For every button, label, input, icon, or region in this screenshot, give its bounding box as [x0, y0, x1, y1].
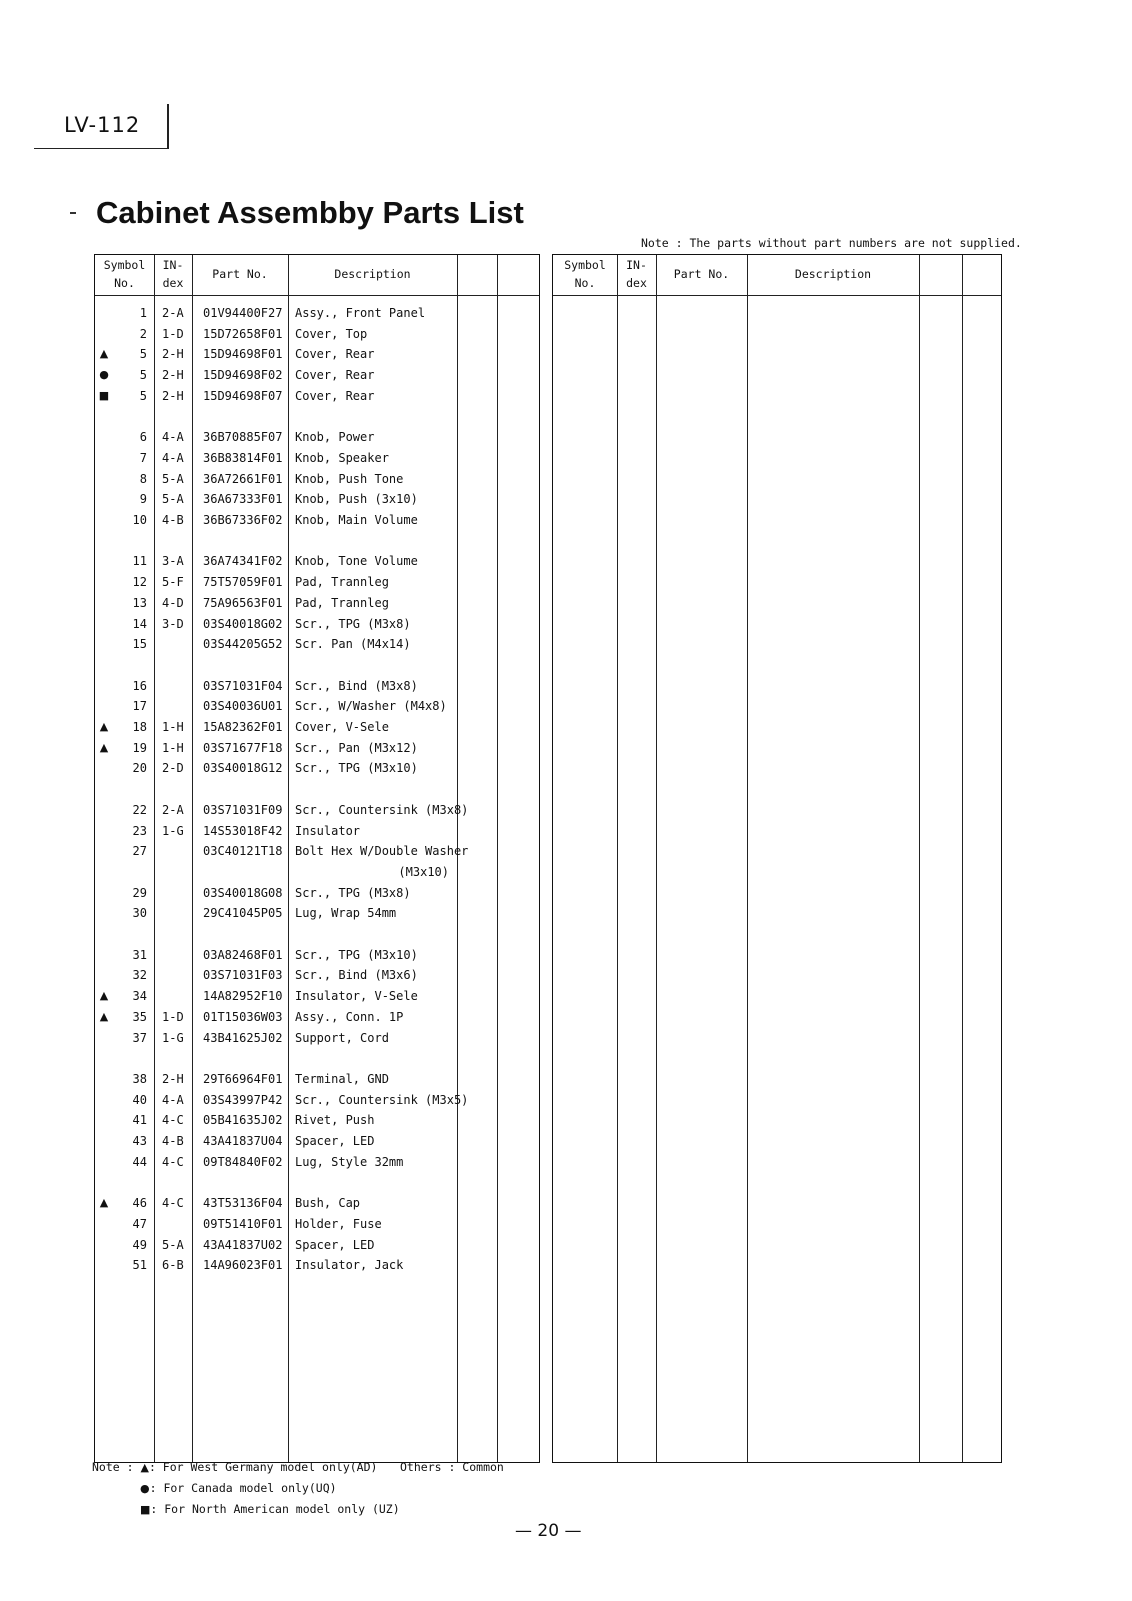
part-description: Cover, Rear [295, 368, 375, 383]
part-description: Scr., Bind (M3x8) [295, 678, 418, 693]
row-number: 47 [132, 1216, 147, 1231]
row-index: 2-H [162, 368, 184, 383]
row-number: 16 [132, 678, 147, 693]
model-number: LV-112 [64, 113, 141, 137]
part-description: Insulator, V-Sele [295, 989, 418, 1004]
symbol-mark: ▲ [99, 1009, 109, 1023]
table-row [95, 1152, 539, 1172]
part-description: Terminal, GND [295, 1071, 389, 1086]
row-index: 2-H [162, 388, 184, 403]
table-row [95, 365, 539, 385]
row-number: 5 [139, 347, 147, 362]
table-row [95, 1131, 539, 1151]
part-number: 36A74341F02 [203, 554, 283, 569]
part-number: 03A82468F01 [203, 947, 283, 962]
row-index: 6-B [162, 1258, 184, 1273]
row-number: 13 [132, 595, 147, 610]
part-number: 09T84840F02 [203, 1154, 283, 1169]
row-index: 2-A [162, 802, 184, 817]
part-number: 14A82952F10 [203, 989, 283, 1004]
part-description: Scr. Pan (M4x14) [295, 637, 411, 652]
row-number: 35 [132, 1009, 147, 1024]
header-divider [553, 295, 1001, 296]
part-description: Knob, Main Volume [295, 513, 418, 527]
part-number: 03S71677F18 [203, 740, 283, 755]
row-number: 41 [132, 1113, 147, 1128]
row-number: 40 [132, 1092, 147, 1107]
column-header-part-no: Part No. [673, 267, 730, 281]
part-description: Support, Cord [295, 1030, 389, 1045]
column-header-description: Description [334, 267, 411, 281]
part-number: 03C40121T18 [203, 844, 283, 859]
row-number: 20 [132, 761, 147, 776]
legend-others: Others : Common [400, 1460, 504, 1474]
column-divider [747, 255, 748, 1462]
row-index: 4-B [162, 513, 184, 527]
part-description: Knob, Push Tone [295, 471, 404, 486]
part-description: Scr., Countersink (M3x5) [295, 1092, 469, 1107]
table-row [95, 945, 539, 965]
part-description: Insulator, Jack [295, 1258, 404, 1273]
page-title: Cabinet Assembby Parts List [96, 195, 524, 230]
column-header-index: IN- dex [626, 258, 647, 290]
part-number: 03S40018G12 [203, 761, 283, 776]
row-index: 4-C [162, 1196, 184, 1211]
part-description: Scr., Bind (M3x6) [295, 968, 418, 983]
row-number: 1 [139, 306, 147, 320]
row-number: 17 [132, 699, 147, 714]
part-number: 36A67333F01 [203, 492, 283, 507]
table-row [95, 903, 539, 923]
row-number: 44 [132, 1154, 147, 1169]
part-number: 03S44205G52 [203, 637, 283, 652]
table-row [95, 344, 539, 364]
table-row [95, 1028, 539, 1048]
part-number: 43B41625J02 [203, 1030, 283, 1045]
part-description: Scr., TPG (M3x10) [295, 761, 418, 776]
row-index: 2-H [162, 1071, 184, 1086]
table-row [95, 1090, 539, 1110]
part-description: Spacer, LED [295, 1134, 375, 1148]
row-index: 5-A [162, 1237, 184, 1252]
column-divider [962, 255, 963, 1462]
symbol-mark: ▲ [99, 720, 109, 733]
row-index: 4-D [162, 595, 184, 610]
table-row [95, 1255, 539, 1275]
row-number: 34 [132, 989, 147, 1004]
table-row [95, 883, 539, 903]
part-description: Rivet, Push [295, 1113, 375, 1128]
table-row [95, 758, 539, 778]
part-description: Bolt Hex W/Double Washer [295, 844, 469, 859]
part-description: Scr., Countersink (M3x8) [295, 802, 469, 817]
table-row [95, 324, 539, 344]
part-description: Scr., W/Washer (M4x8) [295, 699, 447, 714]
table-row [95, 427, 539, 447]
part-number: 75T57059F01 [203, 575, 283, 590]
part-number: 01T15036W03 [203, 1009, 283, 1024]
part-description: Bush, Cap [295, 1196, 361, 1211]
header-divider [95, 295, 539, 296]
row-index: 5-A [162, 471, 184, 486]
legend [92, 1457, 504, 1520]
part-description: Pad, Trannleg [295, 575, 389, 590]
row-index: 1-G [162, 823, 184, 838]
part-description: Pad, Trannleg [295, 595, 389, 610]
part-number: 29C41045P05 [203, 906, 283, 921]
part-description: Insulator [295, 823, 361, 838]
part-number: 03S71031F03 [203, 968, 283, 983]
row-index: 5-A [162, 492, 184, 507]
part-description: Cover, Rear [295, 347, 375, 362]
row-number: 11 [132, 554, 147, 569]
row-index: 1-H [162, 740, 184, 755]
part-number: 09T51410F01 [203, 1216, 283, 1231]
table-row [95, 448, 539, 468]
row-index: 1-D [162, 1009, 184, 1024]
column-header-index: IN- dex [162, 258, 184, 290]
part-number: 05B41635J02 [203, 1113, 283, 1128]
part-number: 36B70885F07 [203, 430, 283, 445]
part-description: Lug, Style 32mm [295, 1154, 404, 1169]
row-number: 27 [132, 844, 147, 859]
row-number: 37 [132, 1030, 147, 1045]
row-number: 2 [139, 326, 147, 341]
part-description: Knob, Speaker [295, 450, 389, 465]
table-row [95, 696, 539, 716]
table-row [95, 489, 539, 509]
triangle-icon: ▲ [140, 1461, 149, 1474]
row-number: 49 [132, 1237, 147, 1252]
parts-table-left [94, 254, 540, 1463]
row-index: 4-A [162, 430, 184, 445]
part-number: 15D94698F01 [203, 347, 283, 362]
column-divider [617, 255, 618, 1462]
part-description: Knob, Tone Volume [295, 554, 418, 569]
model-box-vertical-rule [167, 104, 169, 149]
table-row [95, 986, 539, 1006]
table-row [95, 386, 539, 406]
row-number: 30 [132, 906, 147, 921]
row-index: 1-H [162, 720, 184, 734]
table-row [95, 676, 539, 696]
part-number: 36B83814F01 [203, 450, 283, 465]
table-row [95, 841, 539, 861]
row-index: 2-D [162, 761, 184, 776]
part-description: Scr., TPG (M3x8) [295, 885, 411, 900]
part-description: Knob, Power [295, 430, 375, 445]
part-number: 15D94698F02 [203, 368, 283, 383]
table-row [95, 717, 539, 737]
part-number: 15D94698F07 [203, 388, 283, 403]
table-row [95, 1110, 539, 1130]
part-number: 43A41837U02 [203, 1237, 283, 1252]
part-number: 36A72661F01 [203, 471, 283, 486]
row-index: 3-D [162, 616, 184, 631]
part-number: 14A96023F01 [203, 1258, 283, 1273]
part-description: Scr., TPG (M3x8) [295, 616, 411, 631]
part-description: Cover, Rear [295, 388, 375, 403]
square-icon: ■ [140, 1503, 151, 1516]
table-row [95, 965, 539, 985]
circle-icon: ● [140, 1482, 150, 1495]
column-header-part-no: Part No. [212, 267, 268, 281]
symbol-mark: ▲ [99, 1196, 109, 1210]
column-header-description: Description [794, 267, 872, 281]
column-divider [656, 255, 657, 1462]
part-number: 01V94400F27 [203, 306, 283, 320]
part-number: 15A82362F01 [203, 720, 283, 734]
part-description: Scr., Pan (M3x12) [295, 740, 418, 755]
symbol-mark: ▲ [99, 740, 109, 754]
table-row [95, 551, 539, 571]
row-number: 18 [132, 720, 147, 734]
part-description: Assy., Front Panel [295, 306, 426, 320]
symbol-mark: ■ [98, 388, 110, 402]
row-number: 10 [132, 513, 147, 527]
row-index: 1-G [162, 1030, 184, 1045]
row-index: 4-C [162, 1113, 184, 1128]
row-index: 4-A [162, 1092, 184, 1107]
row-index: 4-B [162, 1134, 184, 1148]
title-dash [70, 212, 76, 214]
part-number: 43T53136F04 [203, 1196, 283, 1211]
part-description: Spacer, LED [295, 1237, 375, 1252]
column-divider [919, 255, 920, 1462]
table-row [95, 303, 539, 323]
part-number: 03S71031F04 [203, 678, 283, 693]
table-row [95, 1214, 539, 1234]
part-description: Holder, Fuse [295, 1216, 382, 1231]
table-row-continuation [95, 862, 539, 882]
parts-table-right [552, 254, 1002, 1463]
part-description: Cover, V-Sele [295, 720, 389, 734]
legend-item: : For North American model only (UZ) [150, 1502, 400, 1516]
part-description: Knob, Push (3x10) [295, 492, 418, 507]
part-number: 03S40018G08 [203, 885, 283, 900]
row-index: 4-A [162, 450, 184, 465]
table-row [95, 1069, 539, 1089]
row-number: 5 [139, 388, 147, 403]
part-number: 36B67336F02 [203, 513, 283, 527]
column-header-symbol: Symbol No. [564, 258, 606, 290]
table-row [95, 821, 539, 841]
row-index: 3-A [162, 554, 184, 569]
part-number: 15D72658F01 [203, 326, 283, 341]
row-number: 5 [139, 368, 147, 383]
part-number: 03S43997P42 [203, 1092, 283, 1107]
row-number: 7 [139, 450, 147, 465]
row-index: 5-F [162, 575, 184, 590]
row-number: 51 [132, 1258, 147, 1273]
part-number: 03S40036U01 [203, 699, 283, 714]
part-number: 14S53018F42 [203, 823, 283, 838]
row-number: 19 [132, 740, 147, 755]
row-index: 4-C [162, 1154, 184, 1169]
table-row [95, 572, 539, 592]
column-header-symbol: Symbol No. [103, 258, 146, 290]
table-row [95, 634, 539, 654]
row-number: 12 [132, 575, 147, 590]
supply-note: Note : The parts without part numbers are not supplied. [641, 236, 1022, 250]
legend-prefix: Note : [92, 1460, 134, 1474]
table-row [95, 614, 539, 634]
part-description: Cover, Top [295, 326, 368, 341]
row-number: 31 [132, 947, 147, 962]
part-description: Scr., TPG (M3x10) [295, 947, 418, 962]
table-row [95, 593, 539, 613]
part-number: 43A41837U04 [203, 1134, 283, 1148]
row-number: 9 [139, 492, 147, 507]
symbol-mark: ● [99, 368, 109, 382]
part-number: 75A96563F01 [203, 595, 283, 610]
part-description: Assy., Conn. 1P [295, 1009, 404, 1024]
row-number: 32 [132, 968, 147, 983]
part-description: Lug, Wrap 54mm [295, 906, 397, 921]
table-row [95, 1193, 539, 1213]
page-number: — 20 — [515, 1521, 582, 1541]
row-number: 15 [132, 637, 147, 652]
row-number: 23 [132, 823, 147, 838]
part-number: 29T66964F01 [203, 1071, 283, 1086]
row-index: 2-H [162, 347, 184, 362]
part-description-continued: (M3x10) [398, 864, 449, 879]
row-number: 22 [132, 802, 147, 817]
part-number: 03S40018G02 [203, 616, 283, 631]
row-number: 46 [132, 1196, 147, 1211]
legend-item: : For Canada model only(UQ) [149, 1481, 337, 1495]
row-index: 2-A [162, 306, 184, 320]
row-number: 38 [132, 1071, 147, 1086]
table-row [95, 738, 539, 758]
row-number: 29 [132, 885, 147, 900]
row-number: 6 [139, 430, 147, 445]
table-row [95, 800, 539, 820]
part-number: 03S71031F09 [203, 802, 283, 817]
row-number: 8 [139, 471, 147, 486]
legend-item: : For West Germany model only(AD) [148, 1460, 378, 1474]
row-number: 14 [132, 616, 147, 631]
symbol-mark: ▲ [99, 347, 109, 361]
table-row [95, 1007, 539, 1027]
row-number: 43 [132, 1134, 147, 1148]
table-row [95, 510, 539, 530]
symbol-mark: ▲ [99, 989, 109, 1003]
table-row [95, 1235, 539, 1255]
table-row [95, 469, 539, 489]
row-index: 1-D [162, 326, 184, 341]
model-box-horizontal-rule [34, 148, 168, 149]
